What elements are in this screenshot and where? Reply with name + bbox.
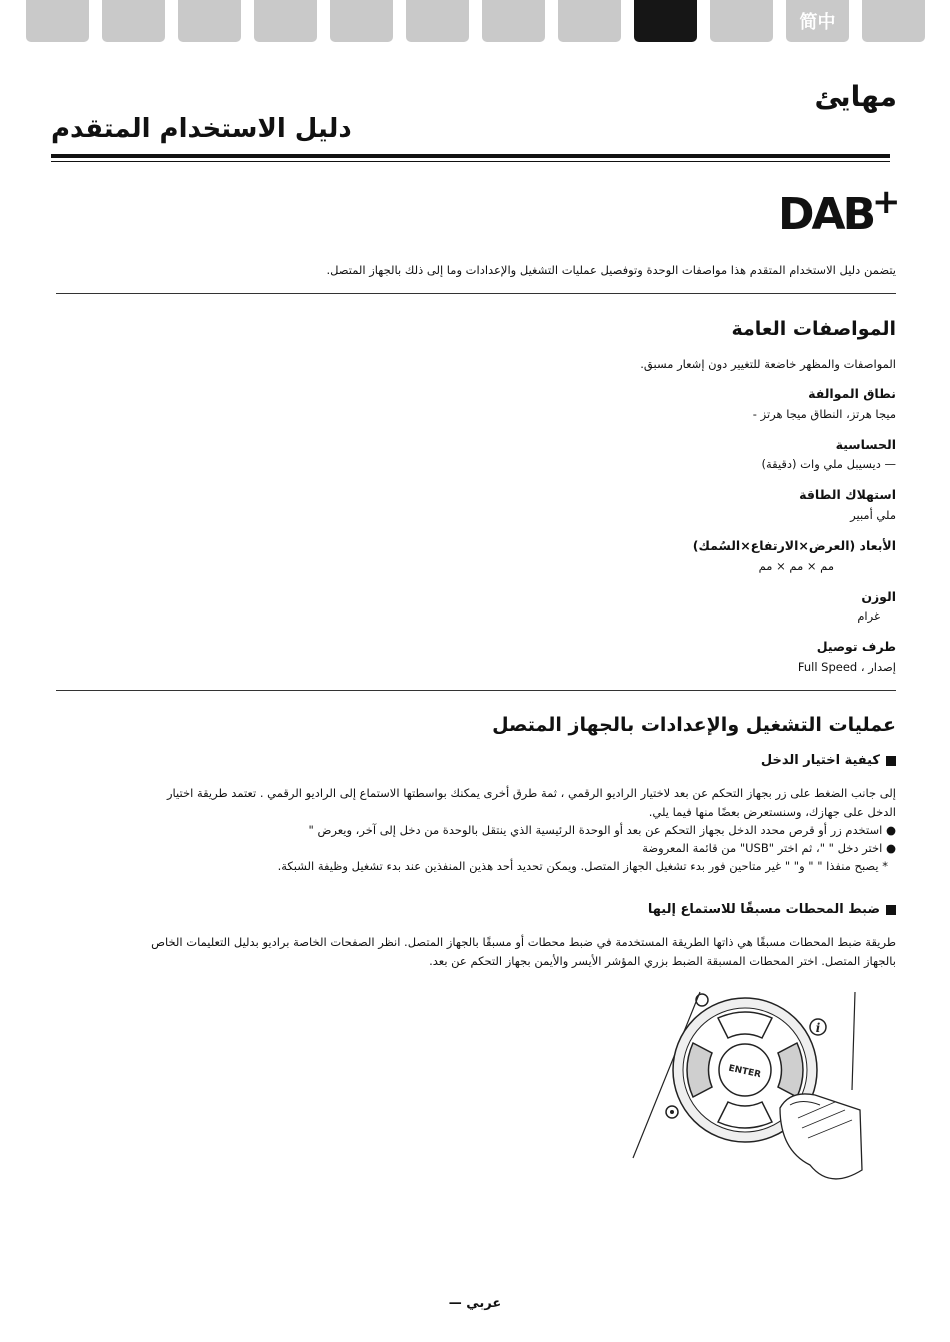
specs-note: المواصفات والمظهر خاضعة للتغيير دون إشعار مسبق. bbox=[640, 357, 896, 371]
title-rule bbox=[51, 154, 890, 158]
spec-value-dimensions: مم × مم × مم bbox=[758, 559, 834, 573]
tab-12[interactable] bbox=[862, 0, 925, 42]
page-title: دليل الاستخدام المتقدم bbox=[51, 114, 352, 144]
list-item: ● اختر دخل " "، ثم اختر "USB" من قائمة المعروضة bbox=[642, 841, 896, 855]
preset-line-2: بالجهاز المتصل. اختر المحطات المسبقة الضبط بزري المؤشر الأيسر والأيمن بجهاز التحكم عن بعد. bbox=[429, 954, 896, 968]
enter-button-label: ENTER bbox=[727, 1063, 762, 1081]
select-input-heading: كيفية اختيار الدخل bbox=[761, 753, 896, 768]
ops-heading: عمليات التشغيل والإعدادات بالجهاز المتصل bbox=[492, 714, 896, 736]
spec-label-connector: طرف توصيل bbox=[816, 639, 896, 654]
svg-text:i: i bbox=[815, 1021, 821, 1035]
tab-7[interactable] bbox=[482, 0, 545, 42]
spec-value-connector: إصدار ، Full Speed bbox=[797, 660, 896, 674]
spec-label-weight: الوزن bbox=[861, 589, 896, 604]
chapter-title: مهايئ bbox=[814, 80, 897, 113]
tab-chinese-simplified[interactable]: 简中 bbox=[786, 0, 849, 42]
square-bullet-icon bbox=[886, 756, 896, 766]
spec-label-sensitivity: الحساسية bbox=[835, 437, 896, 452]
title-rule-thin bbox=[51, 161, 890, 162]
language-tab-bar bbox=[26, 0, 926, 44]
intro-text: يتضمن دليل الاستخدام المتقدم هذا مواصفات الوحدة وتوفصيل عمليات التشغيل والإعدادات وما إلى ذلك بالجهاز المتصل. bbox=[326, 263, 896, 277]
spec-value-tuning-range: ميجا هرتز، النطاق ميجا هرتز - bbox=[752, 407, 896, 421]
divider bbox=[56, 293, 896, 294]
page-footer: عربي — bbox=[448, 1296, 502, 1311]
logo-text: DAB bbox=[778, 189, 874, 235]
spec-value-power: ملي أمبير bbox=[850, 508, 896, 522]
list-item: ● استخدم زر أو قرص محدد الدخل بجهاز التحكم عن بعد أو الوحدة الرئيسية الذي ينتقل بالوحدة من دخل إلى آخر، ويعرض " bbox=[308, 823, 896, 837]
divider bbox=[56, 690, 896, 691]
tab-6[interactable] bbox=[406, 0, 469, 42]
preset-line-1: طريقة ضبط المحطات مسبقًا هي ذاتها الطريقة المستخدمة في ضبط محطات أو مسبقًا بالجهاز المتصل. انظر الصفحات الخاصة براديو بدليل التعليمات الخاص bbox=[151, 935, 896, 949]
spec-value-weight: غرام bbox=[857, 609, 880, 623]
preset-heading: ضبط المحطات مسبقًا للاستماع إليها bbox=[648, 902, 896, 917]
specs-heading: المواصفات العامة bbox=[731, 318, 896, 340]
tab-10[interactable] bbox=[710, 0, 773, 42]
tab-3[interactable] bbox=[178, 0, 241, 42]
tab-2[interactable] bbox=[102, 0, 165, 42]
spec-label-power: استهلاك الطاقة bbox=[799, 487, 896, 502]
square-bullet-icon bbox=[886, 905, 896, 915]
spec-label-dimensions: الأبعاد (العرض×الارتفاع×السُمك) bbox=[692, 538, 896, 553]
logo-plus: + bbox=[872, 185, 901, 222]
select-input-line-2: الدخل على جهازك، وسنستعرض بعضًا منها فيما يلي. bbox=[648, 805, 896, 819]
tab-arabic-active[interactable] bbox=[634, 0, 697, 42]
remote-control-illustration bbox=[630, 990, 870, 1190]
tab-1[interactable] bbox=[26, 0, 89, 42]
spec-label-tuning-range: نطاق الموالفة bbox=[808, 386, 896, 401]
tab-8[interactable] bbox=[558, 0, 621, 42]
select-input-line-1: إلى جانب الضغط على زر بجهاز التحكم عن بعد لاختيار الراديو الرقمي ، ثمة طرق أخرى يمكنك بواسطتها الاستماع إلى الراديو الرقمي . تعتمد طريقة اختيار bbox=[166, 786, 896, 800]
dab-plus-logo bbox=[776, 185, 901, 235]
tab-4[interactable] bbox=[254, 0, 317, 42]
tab-5[interactable] bbox=[330, 0, 393, 42]
spec-value-sensitivity: — ديسيبل ملي وات (دقيقة) bbox=[761, 457, 896, 471]
note-item: * يصبح منفذا " " و" " غير متاحين فور بدء تشغيل الجهاز المتصل. ويمكن تحديد أحد هذين المنفذين عند بدء تشغيل وظيفة الشبكة. bbox=[277, 859, 888, 873]
